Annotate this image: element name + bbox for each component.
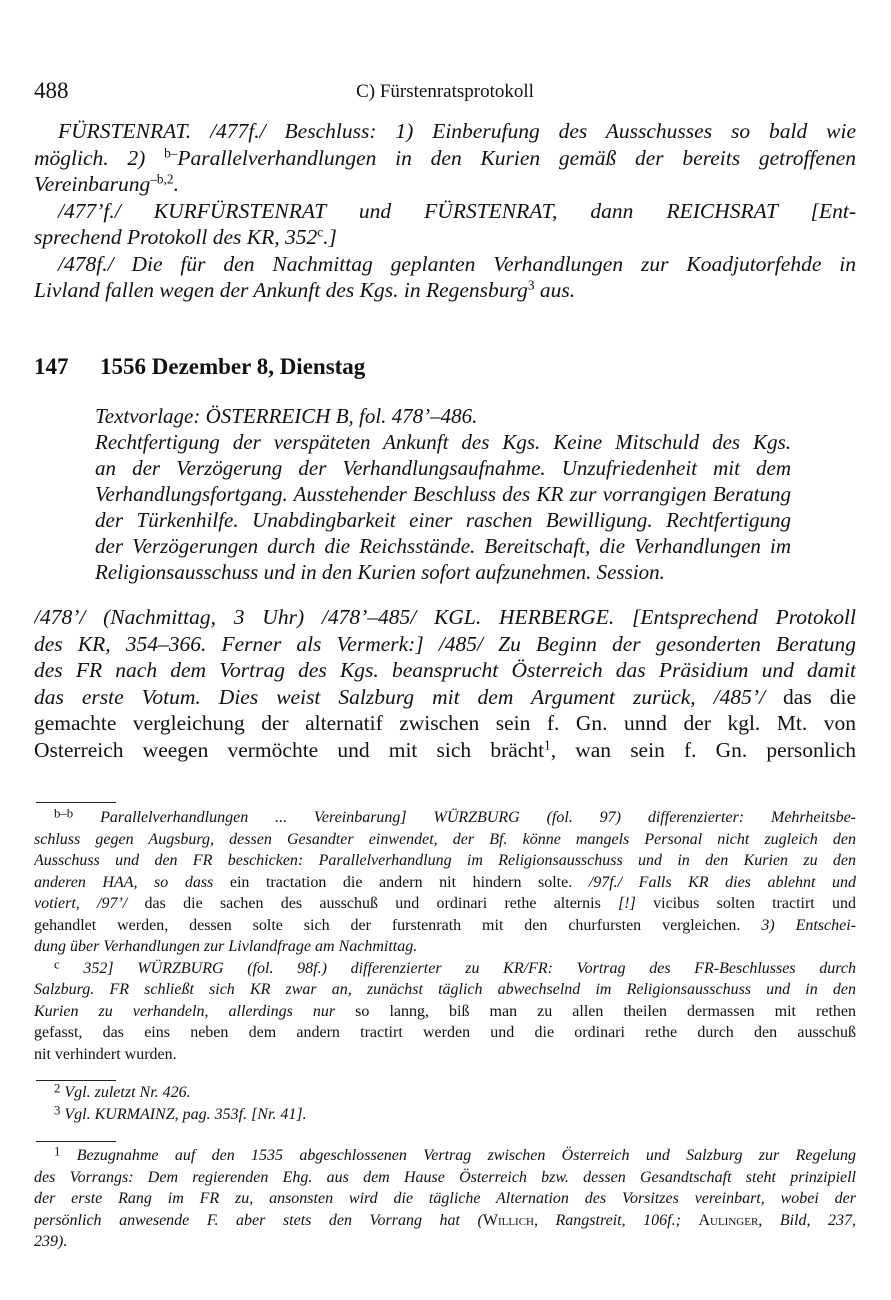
text-line: /478’/ (Nachmittag, 3 Uhr) /478’–485/ KGL. HERBERGE. [Entsprechend Protokoll — [34, 605, 856, 629]
text-line: sprechend Protokoll des KR, 352$^c$.] — [34, 224, 337, 249]
page-number: 488 — [34, 78, 69, 103]
note-mark: 1 — [54, 1145, 61, 1159]
comment-notes — [34, 1145, 856, 1253]
text-line: möglich. 2) $^{b-}$Parallelverhandlungen in den Kurien gemäß der bereits getroffenen — [34, 145, 856, 170]
text-line: FÜRSTENRAT. /477f./ Beschluss: 1) Einberufung des Ausschusses so bald wie — [58, 119, 856, 143]
note-line: anderen HAA, so dass ein tractation die andern nit hindern solte. /97f./ Falls KR dies ablehnt und — [34, 873, 856, 891]
summary-line: Rechtfertigung der verspäteten Ankunft des Kgs. Keine Mitschuld des Kgs. — [95, 430, 791, 454]
text-line: Livland fallen wegen der Ankunft des Kgs. in Regensburg$^3$ aus. — [34, 277, 576, 302]
section-title: 1556 Dezember 8, Dienstag — [100, 354, 366, 379]
note-line: dung über Verhandlungen zur Livlandfrage am Nachmittag. — [34, 938, 418, 955]
note-line: 239). — [34, 1233, 68, 1250]
note-mark: 1 — [544, 737, 551, 753]
factual-notes — [34, 1082, 856, 1125]
summary-line: Religionsausschuss und in den Kurien sofort aufzunehmen. Session. — [95, 560, 665, 584]
note-line: Ausschuss und den FR beschicken: Parallelverhandlung im Religionsausschuss und in den Kurien zu den — [34, 852, 856, 869]
footnote-rule — [36, 802, 116, 803]
text-line: /477’f./ KURFÜRSTENRAT und FÜRSTENRAT, dann REICHSRAT [Ent- — [58, 198, 856, 223]
summary-line: der Verzögerungen durch die Reichsstände. Bereitschaft, die Verhandlungen im — [95, 534, 791, 558]
author-name: Willich — [482, 1211, 534, 1229]
note-line: der erste Rang im FR zu, ansonsten wird die tägliche Alternation des Vorsitzes vereinbart, wobei der — [34, 1190, 856, 1207]
source-line: Textvorlage: ÖSTERREICH B, fol. 478’–486. — [95, 404, 478, 428]
note-mark: 2 — [54, 1082, 61, 1096]
note-line: nit verhindert wurden. — [34, 1045, 177, 1063]
footnote-rule — [36, 1141, 116, 1142]
note-line: votiert, /97’/ das die sachen des ausschuß und ordinari rethe alternis [!] vicibus solten tractirt und — [34, 895, 856, 912]
preceding-entry-text — [34, 118, 856, 304]
note-line: $^1$ Bezugnahme auf den 1535 abgeschlossenen Vertrag zwischen Österreich und Salzburg zur Regelung — [54, 1145, 856, 1164]
note-line: Salzburg. FR schließt sich KR zwar an, zunächst täglich abwechselnd im Religionsausschuss und in den — [34, 981, 856, 998]
note-line: $^3$ Vgl. KURMAINZ, pag. 353f. [Nr. 41]. — [54, 1103, 307, 1123]
note-mark: b– — [164, 145, 178, 161]
page-header — [34, 78, 856, 106]
note-line: gefasst, das eins neben dem andern tractirt werden und die ordinari rethe durch den ausschuß — [34, 1024, 856, 1041]
note-line: persönlich anwesende F. aber stets den Vorrang hat (Willich, Rangstreit, 106f.; Aulinger, Bild, 237, — [34, 1211, 856, 1229]
text-line: Osterreich weegen vermöchte und mit sich brächt$^1$, wan sein f. Gn. personlich — [34, 737, 856, 762]
note-line: gehandlet werden, dessen solte sich der furstenrath mit den churfursten vergleichen. 3) Entschei- — [34, 916, 856, 934]
note-mark: –b,2 — [150, 171, 174, 187]
text-critical-notes — [34, 807, 856, 1065]
text-line: /478f./ Die für den Nachmittag geplanten Verhandlungen zur Koadjutorfehde in — [58, 251, 856, 276]
note-line: $^2$ Vgl. zuletzt Nr. 426. — [54, 1082, 191, 1101]
note-line: $^c$ 352] WÜRZBURG (fol. 98f.) differenzierter zu KR/FR: Vortrag des FR-Beschlusses durch — [54, 957, 856, 977]
author-name: Aulinger — [698, 1211, 759, 1229]
running-head: C) Fürstenratsprotokoll — [356, 81, 534, 102]
text-line: des KR, 354–366. Ferner als Vermerk:] /485/ Zu Beginn der gesonderten Beratung — [34, 631, 856, 656]
note-line: des Vorrangs: Dem regierenden Ehg. aus dem Hause Österreich bzw. dessen Gesandtschaft steht prinzipiell — [34, 1168, 856, 1186]
section-summary — [95, 403, 791, 585]
summary-line: der Türkenhilfe. Unabdingbarkeit einer raschen Bewilligung. Rechtfertigung — [95, 508, 791, 532]
note-mark: b–b — [54, 807, 74, 821]
text-line: Vereinbarung$^{-b,2}$. — [34, 171, 179, 196]
text-line: das erste Votum. Dies weist Salzburg mit dem Argument zurück, /485’/ das die — [34, 684, 856, 709]
note-line: $^{b-b}$ Parallelverhandlungen ... Vereinbarung] WÜRZBURG (fol. 97) differenzierter: Mehrheitsbe- — [54, 807, 856, 826]
note-mark: c — [317, 224, 324, 240]
summary-line: Verhandlungsfortgang. Ausstehender Beschluss des KR zur vorrangigen Beratung — [95, 482, 791, 506]
note-mark: c — [54, 957, 60, 972]
footnote-rule — [36, 1080, 116, 1081]
section-number: 147 — [34, 354, 69, 379]
section-heading — [34, 354, 365, 380]
note-mark: 3 — [527, 277, 535, 293]
text-line: gemachte vergleichung der alternatif zwischen sein f. Gn. unnd der kgl. Mt. von — [34, 711, 856, 735]
note-line: schluss gegen Augsburg, dessen Gesandter einwendet, der Bf. könne mangels Personal nicht zugleich den — [34, 830, 856, 848]
note-mark: 3 — [54, 1103, 61, 1118]
main-text — [34, 604, 856, 763]
note-line: Kurien zu verhandeln, allerdings nur so lanng, biß man zu allen theilen dermassen mit rethen — [34, 1002, 856, 1020]
text-line: des FR nach dem Vortrag des Kgs. beansprucht Österreich das Präsidium und damit — [34, 658, 856, 682]
summary-line: an der Verzögerung der Verhandlungsaufnahme. Unzufriedenheit mit dem — [95, 456, 791, 480]
